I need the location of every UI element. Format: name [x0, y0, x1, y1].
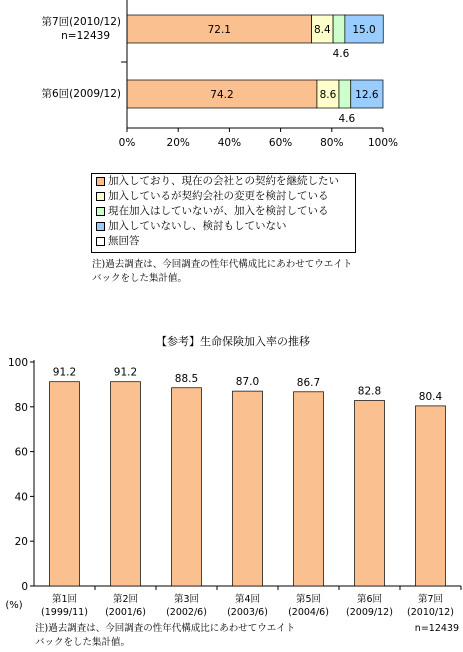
x-tick-label-date: (2001/6) — [105, 607, 146, 618]
y-tick-label: 0 — [21, 581, 28, 593]
segment-label: 8.4 — [313, 24, 331, 36]
legend-label: 加入していないし、検討もしていない — [108, 220, 287, 232]
value-label: 88.5 — [174, 372, 199, 385]
y-tick-label: 40 — [14, 491, 28, 504]
segment-label: 4.6 — [338, 113, 356, 125]
column-bar — [294, 392, 324, 586]
y-tick-label: 60 — [14, 446, 28, 459]
column-bar — [416, 406, 446, 586]
x-tick-label: 第6回 — [356, 594, 383, 605]
bottom-note — [35, 622, 295, 650]
y-tick-label: 80 — [14, 401, 28, 414]
x-tick-label: 20% — [166, 137, 190, 149]
x-tick-label: 60% — [268, 137, 293, 149]
value-label: 91.2 — [113, 366, 138, 379]
value-label: 87.0 — [235, 376, 260, 389]
column-bar — [233, 391, 263, 586]
x-tick-label: 40% — [217, 137, 242, 149]
value-label: 91.2 — [52, 366, 77, 379]
legend-label: 現在加入はしていないが、加入を検討している — [108, 205, 329, 217]
x-tick-label: 0% — [118, 137, 136, 149]
row-label-n: n=12439 — [61, 30, 110, 42]
x-tick-label: 第3回 — [173, 594, 200, 605]
value-label: 86.7 — [296, 376, 321, 389]
x-tick-label: 第1回 — [51, 594, 78, 605]
legend-label: 無回答 — [108, 235, 140, 247]
top-note-line-2: バックをした集計値。 — [92, 273, 188, 284]
value-label: 80.4 — [418, 390, 443, 403]
x-tick-label: 100% — [367, 137, 399, 149]
segment-label: 4.6 — [332, 48, 350, 60]
x-tick-label-date: (1999/11) — [41, 607, 88, 618]
segment-label: 74.2 — [210, 89, 234, 101]
column-bar — [355, 401, 385, 586]
column-bar — [172, 388, 202, 586]
x-tick-label: 第2回 — [112, 594, 139, 605]
segment-label: 8.6 — [319, 89, 337, 101]
segment-label: 15.0 — [352, 24, 376, 36]
bottom-note-line-2: バックをした集計値。 — [35, 637, 131, 648]
legend-label: 加入しており、現在の会社との契約を継続したい — [108, 175, 339, 187]
column-bar — [50, 382, 80, 586]
y-tick-label: 100 — [7, 357, 28, 369]
y-tick-label: 20 — [14, 536, 28, 549]
x-tick-label: 第7回 — [417, 594, 444, 605]
sample-size-label: n=12439 — [414, 623, 459, 634]
bottom-note-line-1: 注)過去調査は、今回調査の性年代構成比にあわせてウエイト — [35, 623, 296, 634]
x-tick-label-date: (2004/6) — [288, 607, 329, 618]
row-label: 第7回(2010/12) — [41, 16, 121, 28]
x-tick-label-date: (2009/12) — [346, 607, 393, 618]
segment-label: 72.1 — [207, 24, 231, 36]
x-tick-label: 第4回 — [234, 594, 261, 605]
x-tick-label-date: (2010/12) — [407, 607, 454, 618]
x-tick-label: 第5回 — [295, 594, 322, 605]
column-bar — [111, 382, 141, 586]
x-tick-label-date: (2003/6) — [227, 607, 268, 618]
value-label: 82.8 — [357, 385, 382, 398]
x-tick-label-date: (2002/6) — [166, 607, 207, 618]
x-tick-label: 80% — [320, 137, 344, 149]
row-label: 第6回(2009/12) — [41, 88, 121, 100]
chart-title: 【参考】生命保険加入率の推移 — [156, 335, 310, 348]
top-note-line-1: 注)過去調査は、今回調査の性年代構成比にあわせてウエイト — [92, 259, 353, 270]
y-unit-label: (%) — [5, 600, 23, 611]
segment-label: 12.6 — [355, 89, 379, 101]
legend-label: 加入しているが契約会社の変更を検討している — [108, 190, 329, 202]
